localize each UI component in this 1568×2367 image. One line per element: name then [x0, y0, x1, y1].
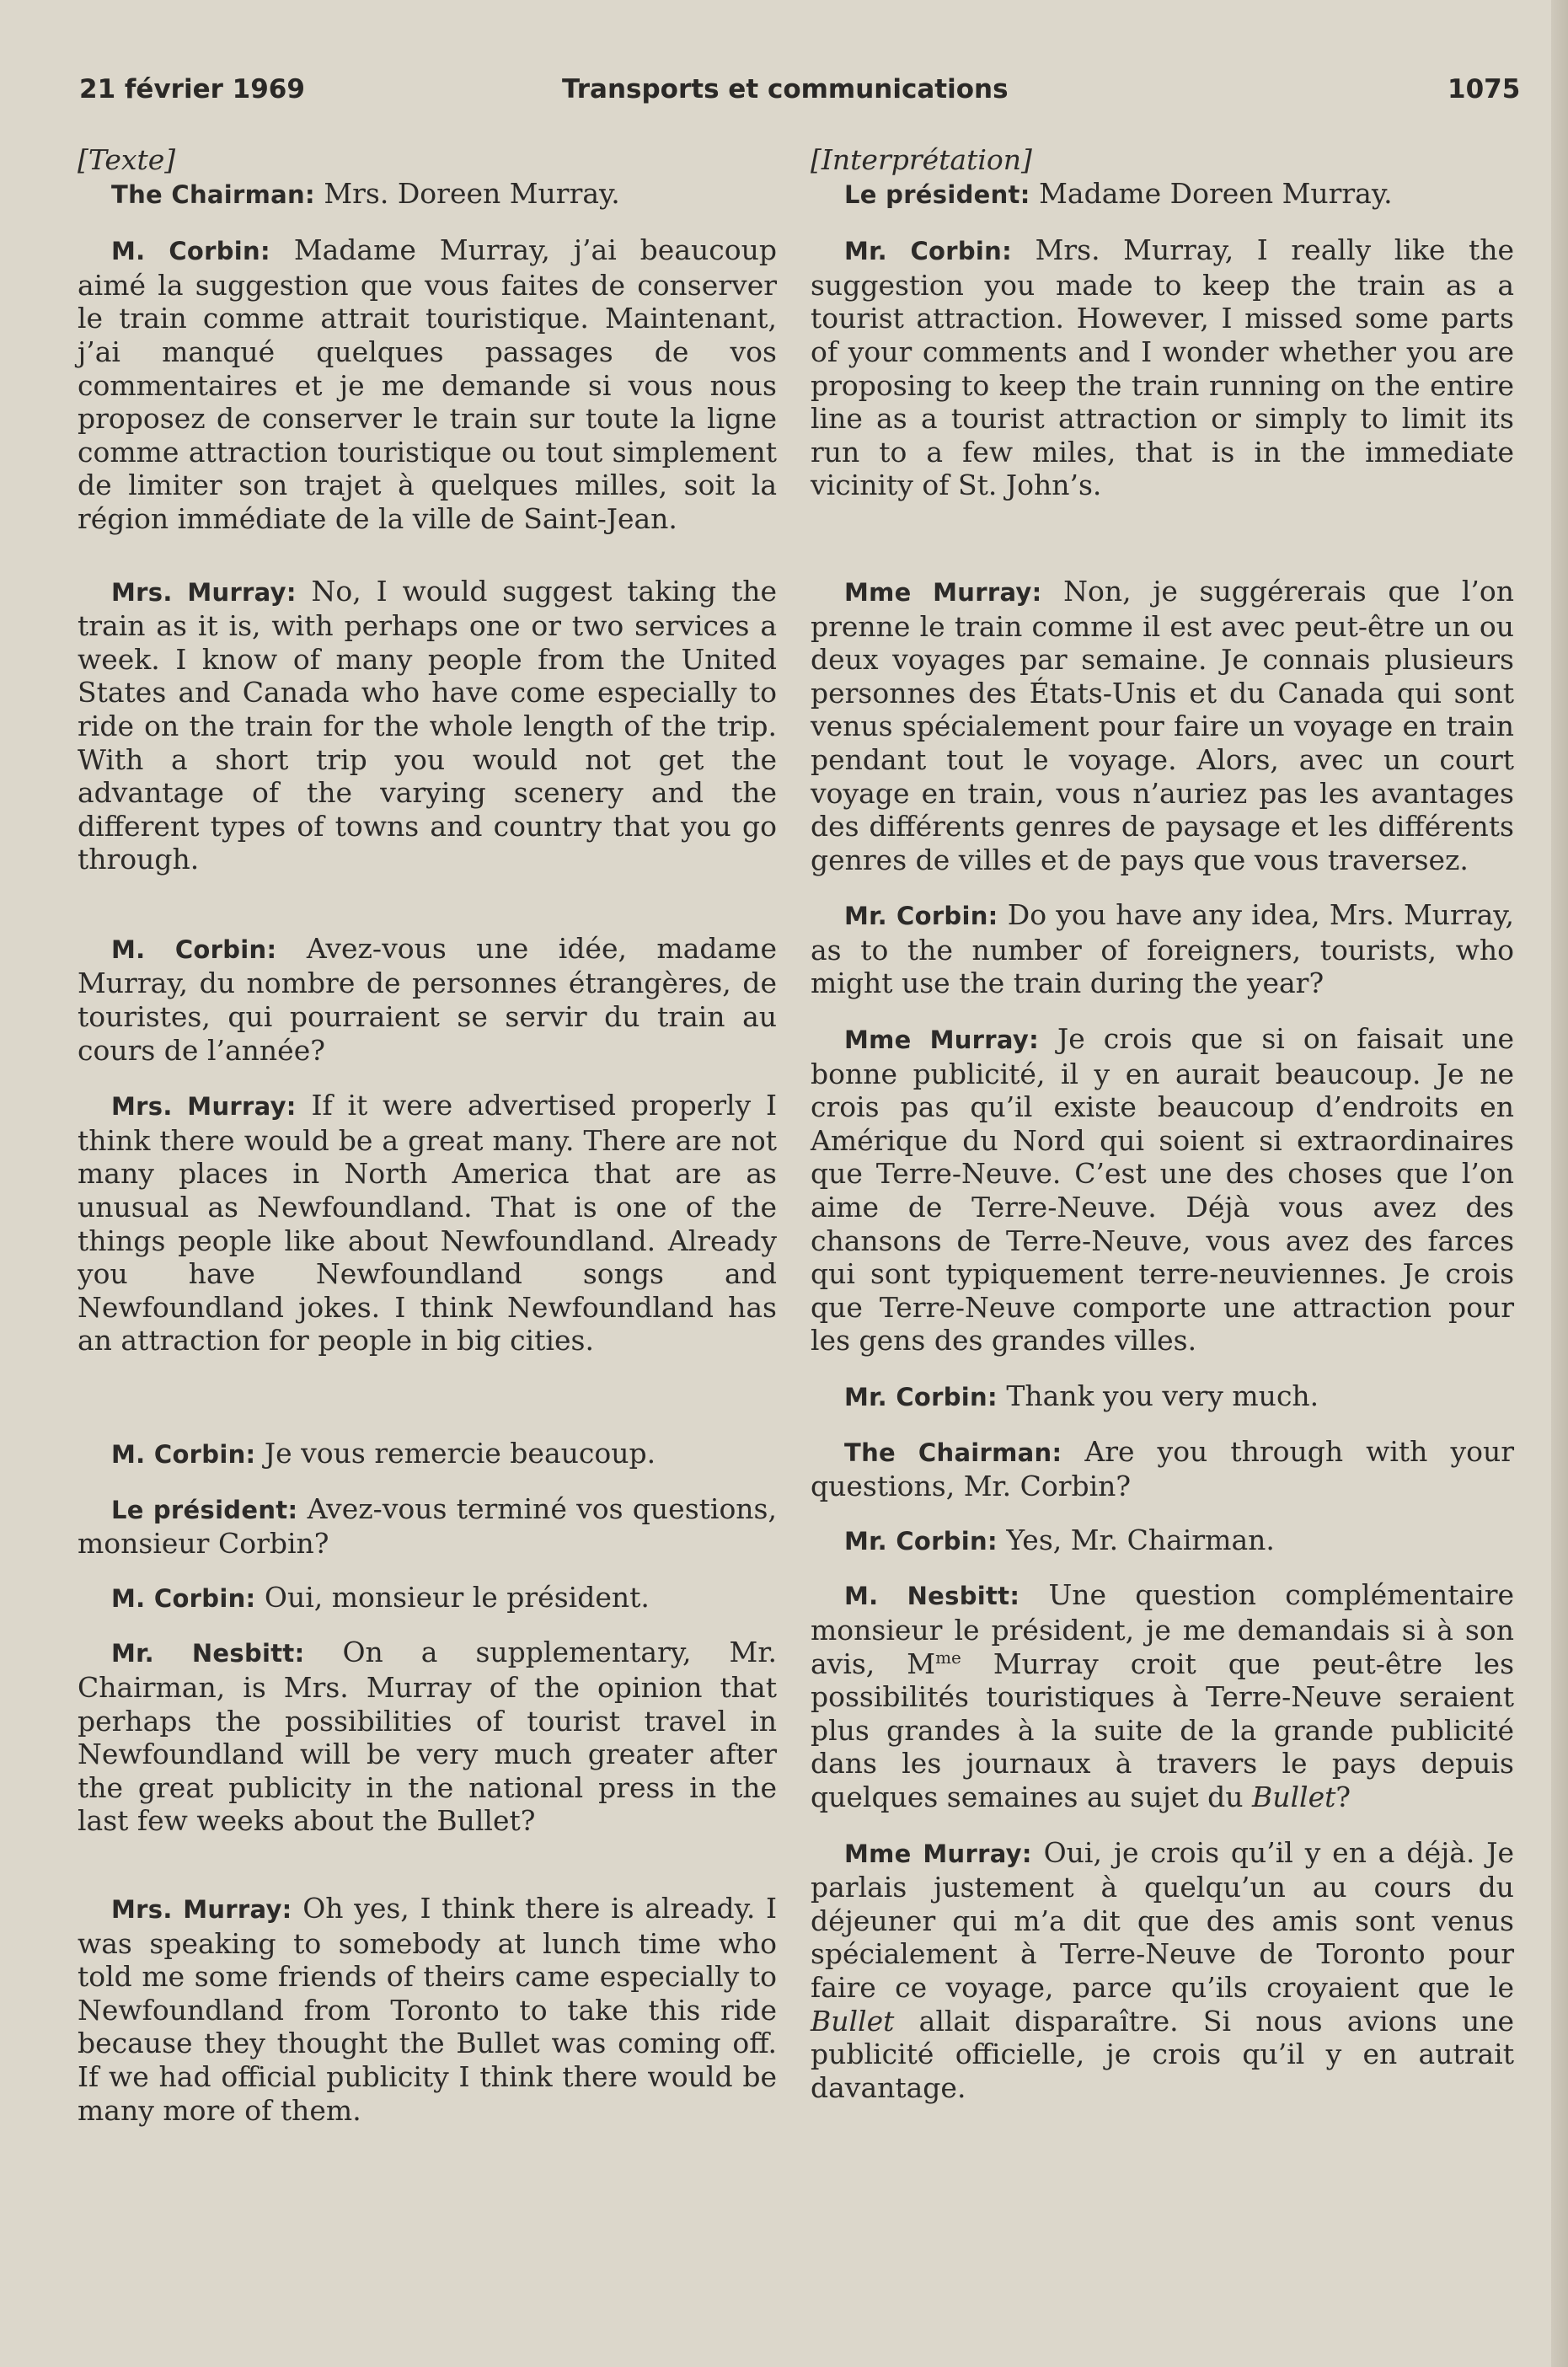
speaker-label: Mr. Nesbitt: [111, 1639, 305, 1668]
transcript-paragraph [78, 932, 777, 1067]
superscript: me [935, 1647, 961, 1668]
left-column [78, 143, 777, 2127]
speech-text: Murray croit que peut-être les possibilités touristiques à Terre-Neuve seraient plus grandes à la suite de la grande publicité dans les journaux à travers le pays depuis quelques semaines au sujet du [811, 1647, 1515, 1813]
speaker-label: Mr. Corbin: [844, 1526, 998, 1556]
speech-text: Oh yes, I think there is already. I was speaking to somebody at lunch time who told me some friends of theirs came especially to Newfoundland from Toronto to take this ride because they thought the Bullet was coming off. If we had official publicity I think there would be many more of them. [78, 1891, 778, 2127]
section-marker-texte: [Texte] [78, 143, 176, 176]
speaker-label: M. Corbin: [111, 237, 270, 266]
speaker-label: M. Corbin: [111, 1440, 256, 1469]
transcript-paragraph [78, 575, 777, 876]
speech-text: Une question complémentaire monsieur le président, je me demandais si à son avis, M [811, 1578, 1514, 1680]
speaker-label: M. Corbin: [111, 1583, 256, 1613]
speaker-label: M. Nesbitt: [844, 1582, 1020, 1611]
speaker-label: Mr. Corbin: [844, 902, 998, 931]
right-column [811, 143, 1514, 2104]
speech-text: Oui, je crois qu’il y en a déjà. Je parlais justement à quelqu’un au cours du déjeuner qui m’a dit que des amis sont venus spécialement à Terre-Neuve de Toronto pour faire ce voyage, parce qu’ils croyaient que le [811, 1835, 1514, 2004]
transcript-paragraph [78, 1581, 777, 1616]
italic-title: Bullet [811, 2004, 895, 2038]
speech-text: Avez-vous terminé vos questions, monsieur Corbin? [78, 1491, 777, 1561]
speech-text: Je vous remercie beaucoup. [255, 1437, 656, 1470]
speech-text: Thank you very much. [997, 1379, 1319, 1412]
speech-text: Je crois que si on faisait une bonne publicité, il y en aurait beaucoup. Je ne crois pas qu’il existe beaucoup d’endroits en Amérique du Nord qui soient si extraordinaires que Terre-Neuve. C’est une des choses que l’on aime de Terre-Neuve. Déjà vous avez des chansons de Terre-Neuve, vous avez des farces qui sont typiquement terre-neuviennes. Je crois que Terre-Neuve comporte une attraction pour les gens des grandes villes. [811, 1022, 1514, 1358]
page-edge [1551, 0, 1568, 2367]
speech-text: Mrs. Murray, I really like the suggestion you made to keep the train as a tourist attraction. However, I missed some parts of your comments and I wonder whether you are proposing to keep the train running on the entire line as a tourist attraction or simply to limit its run to a few miles, that is in the immediate vicinity of St. John’s. [811, 233, 1515, 502]
transcript-paragraph [811, 1379, 1514, 1415]
page-number: 1075 [1448, 74, 1521, 104]
speech-text: allait disparaître. Si nous avions une publicité officielle, je crois qu’il y en autrait davantage. [811, 2004, 1514, 2104]
transcript-paragraph [811, 1435, 1514, 1503]
speech-text: Madame Doreen Murray. [1030, 176, 1393, 210]
speaker-label: M. Corbin: [111, 934, 277, 964]
header-title: Transports et communications [562, 74, 1009, 104]
transcript-paragraph [811, 1836, 1514, 2105]
speaker-label: The Chairman: [844, 1438, 1062, 1467]
speech-text: Do you have any idea, Mrs. Murray, as to the number of foreigners, tourists, who might use the train during the year? [811, 898, 1515, 1000]
running-header [0, 74, 1568, 116]
speech-text: Madame Murray, j’ai beaucoup aimé la suggestion que vous faites de conserver le train comme attrait touristique. Maintenant, j’ai manqué quelques passages de vos commentaires et je me demande si vous nous proposez de conserver le train sur toute la ligne comme attraction touristique ou tout simplement de limiter son trajet à quelques milles, soit la région immédiate de la ville de Saint-Jean. [78, 233, 777, 535]
transcript-paragraph [78, 1089, 777, 1358]
speaker-label: Mr. Corbin: [844, 237, 1012, 266]
speech-text: Yes, Mr. Chairman. [997, 1523, 1275, 1556]
transcript-paragraph [811, 898, 1514, 1000]
speaker-label: Mr. Corbin: [844, 1383, 998, 1411]
speech-text: No, I would suggest taking the train as it is, with perhaps one or two services a week. I know of many people from the United States and Canada who have come especially to ride on the train for the whole length of the trip. With a short trip you would not get the advantage of the varying scenery and the different types of towns and country that you go through. [78, 574, 778, 876]
speaker-label: Mme Murray: [844, 1839, 1032, 1868]
transcript-paragraph [78, 1892, 777, 2127]
speech-text: Non, je suggérerais que l’on prenne le train comme il est avec peut-être un ou deux voyages par semaine. Je connais plusieurs personnes des États-Unis et du Canada qui sont venus spécialement pour faire un voyage en train pendant tout le voyage. Alors, avec un court voyage en train, vous n’auriez pas les avantages des différents genres de paysage et les différents genres de villes et de pays que vous traversez. [811, 574, 1514, 876]
speaker-label: Le président: [111, 1495, 298, 1524]
speech-text: Mrs. Doreen Murray. [314, 176, 620, 210]
transcript-paragraph [811, 233, 1514, 502]
transcript-paragraph [811, 1524, 1514, 1559]
speaker-label: Mrs. Murray: [111, 1894, 292, 1924]
speaker-label: The Chairman: [111, 179, 315, 209]
speaker-label: Mme Murray: [844, 577, 1042, 607]
transcript-paragraph [78, 177, 777, 212]
speech-text: If it were advertised properly I think there would be a great many. There are not many places in North America that are as unusual as Newfoundland. That is one of the things people like about Newfoundland. Already you have Newfoundland songs and Newfoundland jokes. I think Newfoundland has an attraction for people in big cities. [78, 1089, 777, 1358]
section-marker-interpretation: [Interprétation] [811, 143, 1032, 176]
transcript-paragraph [78, 1437, 777, 1472]
header-date: 21 février 1969 [79, 74, 305, 104]
transcript-paragraph [811, 575, 1514, 876]
speaker-label: Mrs. Murray: [111, 577, 297, 607]
italic-title: Bullet [1251, 1780, 1336, 1813]
speech-text: Are you through with your questions, Mr. Corbin? [811, 1434, 1514, 1503]
transcript-paragraph [78, 1492, 777, 1561]
speech-text: ? [1335, 1780, 1351, 1813]
transcript-paragraph [78, 1636, 777, 1838]
speech-text: Oui, monsieur le président. [255, 1580, 650, 1614]
speech-text: Avez-vous une idée, madame Murray, du nombre de personnes étrangères, de touristes, qui pourraient se servir du train au cours de l’année? [78, 931, 778, 1067]
speaker-label: Mrs. Murray: [111, 1092, 297, 1122]
transcript-paragraph [811, 1578, 1514, 1813]
transcript-paragraph [811, 177, 1514, 212]
speech-text: On a supplementary, Mr. Chairman, is Mrs. Murray of the opinion that perhaps the possibilities of tourist travel in Newfoundland will be very much greater after the great publicity in the national press in the last few weeks about the Bullet? [78, 1636, 777, 1838]
transcript-paragraph [811, 1022, 1514, 1358]
speaker-label: Mme Murray: [844, 1026, 1039, 1055]
speaker-label: Le président: [844, 179, 1030, 209]
transcript-paragraph [78, 233, 777, 535]
